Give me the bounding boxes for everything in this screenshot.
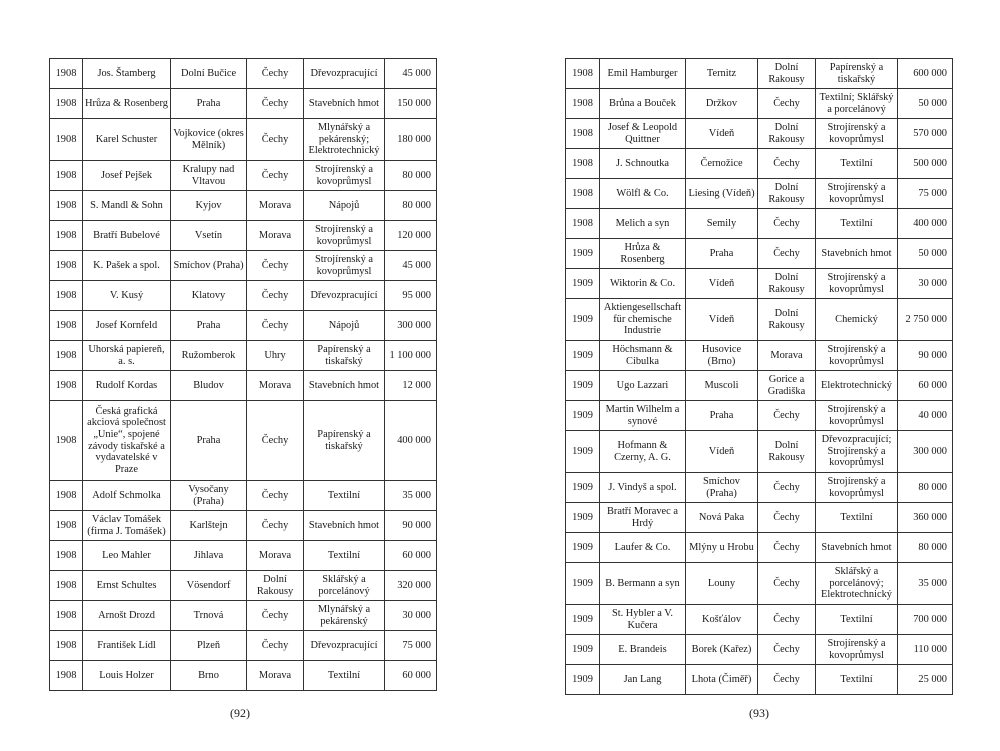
place-cell: Praha (171, 89, 247, 119)
branch-cell: Nápojů (304, 311, 385, 341)
year-cell: 1908 (566, 209, 600, 239)
amount-cell: 80 000 (385, 161, 437, 191)
year-cell: 1908 (50, 571, 83, 601)
amount-cell: 75 000 (385, 631, 437, 661)
place-cell: Semily (686, 209, 758, 239)
company-cell: Uhorská papiereň, a. s. (83, 341, 171, 371)
land-cell: Čechy (758, 89, 816, 119)
land-cell: Dolní Rakousy (758, 179, 816, 209)
year-cell: 1908 (50, 341, 83, 371)
company-cell: E. Brandeis (600, 635, 686, 665)
table-row (566, 119, 953, 149)
place-cell: Vídeň (686, 119, 758, 149)
year-cell: 1908 (50, 481, 83, 511)
table-row (50, 161, 437, 191)
year-cell: 1909 (566, 533, 600, 563)
table-row (566, 239, 953, 269)
company-cell: St. Hybler a V. Kučera (600, 605, 686, 635)
place-cell: Praha (171, 311, 247, 341)
branch-cell: Strojírenský a kovoprůmysl (304, 251, 385, 281)
amount-cell: 12 000 (385, 371, 437, 401)
branch-cell: Textilní (816, 503, 898, 533)
land-cell: Čechy (247, 281, 304, 311)
land-cell: Uhry (247, 341, 304, 371)
place-cell: Nová Paka (686, 503, 758, 533)
place-cell: Kyjov (171, 191, 247, 221)
branch-cell: Chemický (816, 299, 898, 341)
land-cell: Morava (247, 661, 304, 691)
land-cell: Čechy (247, 481, 304, 511)
amount-cell: 30 000 (385, 601, 437, 631)
amount-cell: 300 000 (898, 431, 953, 473)
year-cell: 1908 (50, 631, 83, 661)
place-cell: Klatovy (171, 281, 247, 311)
amount-cell: 80 000 (898, 473, 953, 503)
year-cell: 1909 (566, 269, 600, 299)
land-cell: Čechy (758, 533, 816, 563)
amount-cell: 500 000 (898, 149, 953, 179)
year-cell: 1909 (566, 299, 600, 341)
company-cell: Jan Lang (600, 665, 686, 695)
place-cell: Vysočany (Praha) (171, 481, 247, 511)
land-cell: Čechy (247, 401, 304, 481)
table-row (50, 661, 437, 691)
company-cell: V. Kusý (83, 281, 171, 311)
year-cell: 1908 (50, 401, 83, 481)
company-cell: Josef & Leopold Quittner (600, 119, 686, 149)
place-cell: Smíchov (Praha) (171, 251, 247, 281)
table-row (566, 635, 953, 665)
table-row (50, 311, 437, 341)
land-cell: Čechy (758, 665, 816, 695)
amount-cell: 600 000 (898, 59, 953, 89)
branch-cell: Mlynářský a pekárenský; Elektrotechnický (304, 119, 385, 161)
table-row (50, 281, 437, 311)
company-cell: Arnošt Drozd (83, 601, 171, 631)
table-row (566, 269, 953, 299)
place-cell: Praha (686, 239, 758, 269)
branch-cell: Sklářský a porcelánový (304, 571, 385, 601)
company-cell: František Lídl (83, 631, 171, 661)
land-cell: Dolní Rakousy (758, 119, 816, 149)
place-cell: Vösendorf (171, 571, 247, 601)
land-cell: Čechy (758, 563, 816, 605)
amount-cell: 50 000 (898, 89, 953, 119)
year-cell: 1909 (566, 605, 600, 635)
companies-table-left (49, 58, 437, 691)
company-cell: Hrůza & Rosenberg (83, 89, 171, 119)
year-cell: 1909 (566, 503, 600, 533)
table-row (566, 149, 953, 179)
amount-cell: 90 000 (385, 511, 437, 541)
year-cell: 1908 (50, 541, 83, 571)
place-cell: Bludov (171, 371, 247, 401)
place-cell: Košťálov (686, 605, 758, 635)
land-cell: Čechy (758, 209, 816, 239)
table-row (566, 299, 953, 341)
company-cell: Ernst Schultes (83, 571, 171, 601)
year-cell: 1908 (50, 59, 83, 89)
company-cell: S. Mandl & Sohn (83, 191, 171, 221)
company-cell: Ugo Lazzari (600, 371, 686, 401)
amount-cell: 35 000 (385, 481, 437, 511)
branch-cell: Stavebních hmot (304, 511, 385, 541)
table-row (566, 563, 953, 605)
land-cell: Čechy (758, 239, 816, 269)
table-row (50, 59, 437, 89)
land-cell: Dolní Rakousy (758, 431, 816, 473)
table-row (566, 59, 953, 89)
year-cell: 1908 (50, 311, 83, 341)
land-cell: Čechy (247, 161, 304, 191)
place-cell: Vídeň (686, 299, 758, 341)
branch-cell: Papírenský a tiskařský (304, 401, 385, 481)
year-cell: 1909 (566, 341, 600, 371)
land-cell: Dolní Rakousy (758, 299, 816, 341)
table-row (50, 371, 437, 401)
place-cell: Borek (Kařez) (686, 635, 758, 665)
amount-cell: 300 000 (385, 311, 437, 341)
year-cell: 1908 (50, 161, 83, 191)
company-cell: Václav Tomášek (firma J. Tomášek) (83, 511, 171, 541)
branch-cell: Sklářský a porcelánový; Elektrotechnický (816, 563, 898, 605)
place-cell: Trnová (171, 601, 247, 631)
amount-cell: 60 000 (385, 541, 437, 571)
year-cell: 1908 (50, 371, 83, 401)
table-row (566, 179, 953, 209)
table-row (50, 119, 437, 161)
company-cell: Aktiengesellschaft für chemische Industrie (600, 299, 686, 341)
table-row (566, 401, 953, 431)
company-cell: J. Schnoutka (600, 149, 686, 179)
place-cell: Ružomberok (171, 341, 247, 371)
company-cell: B. Bermann a syn (600, 563, 686, 605)
year-cell: 1908 (50, 89, 83, 119)
year-cell: 1908 (566, 119, 600, 149)
branch-cell: Dřevozpracující (304, 59, 385, 89)
year-cell: 1909 (566, 239, 600, 269)
branch-cell: Textilní (816, 149, 898, 179)
year-cell: 1908 (50, 191, 83, 221)
year-cell: 1908 (566, 179, 600, 209)
branch-cell: Strojírenský a kovoprůmysl (304, 161, 385, 191)
place-cell: Mlýny u Hrobu (686, 533, 758, 563)
table-row (566, 431, 953, 473)
year-cell: 1908 (50, 511, 83, 541)
branch-cell: Strojírenský a kovoprůmysl (816, 473, 898, 503)
year-cell: 1908 (566, 149, 600, 179)
land-cell: Dolní Rakousy (247, 571, 304, 601)
amount-cell: 45 000 (385, 59, 437, 89)
branch-cell: Textilní (816, 605, 898, 635)
place-cell: Smíchov (Praha) (686, 473, 758, 503)
table-row (50, 191, 437, 221)
amount-cell: 80 000 (385, 191, 437, 221)
place-cell: Lhota (Čiměř) (686, 665, 758, 695)
amount-cell: 150 000 (385, 89, 437, 119)
land-cell: Čechy (758, 473, 816, 503)
place-cell: Jihlava (171, 541, 247, 571)
year-cell: 1908 (50, 281, 83, 311)
place-cell: Vídeň (686, 431, 758, 473)
branch-cell: Strojírenský a kovoprůmysl (816, 179, 898, 209)
branch-cell: Nápojů (304, 191, 385, 221)
company-cell: Melich a syn (600, 209, 686, 239)
year-cell: 1908 (50, 251, 83, 281)
amount-cell: 400 000 (385, 401, 437, 481)
table-row (50, 401, 437, 481)
branch-cell: Strojírenský a kovoprůmysl (816, 341, 898, 371)
branch-cell: Textilní (816, 665, 898, 695)
amount-cell: 110 000 (898, 635, 953, 665)
company-cell: Höchsmann & Cibulka (600, 341, 686, 371)
company-cell: Bratří Moravec a Hrdý (600, 503, 686, 533)
table-row (566, 665, 953, 695)
land-cell: Čechy (758, 635, 816, 665)
table-row (50, 221, 437, 251)
amount-cell: 80 000 (898, 533, 953, 563)
place-cell: Černožice (686, 149, 758, 179)
amount-cell: 120 000 (385, 221, 437, 251)
year-cell: 1908 (50, 119, 83, 161)
branch-cell: Elektrotechnický (816, 371, 898, 401)
land-cell: Čechy (758, 149, 816, 179)
page-number: (92) (230, 706, 250, 720)
place-cell: Držkov (686, 89, 758, 119)
company-cell: K. Pašek a spol. (83, 251, 171, 281)
amount-cell: 60 000 (385, 661, 437, 691)
company-cell: Emil Hamburger (600, 59, 686, 89)
place-cell: Karlštejn (171, 511, 247, 541)
table-row (566, 533, 953, 563)
branch-cell: Strojírenský a kovoprůmysl (816, 401, 898, 431)
year-cell: 1908 (566, 59, 600, 89)
table-row (50, 601, 437, 631)
amount-cell: 45 000 (385, 251, 437, 281)
land-cell: Čechy (758, 401, 816, 431)
table-row (50, 571, 437, 601)
table-row (50, 89, 437, 119)
land-cell: Čechy (247, 119, 304, 161)
year-cell: 1909 (566, 665, 600, 695)
place-cell: Praha (686, 401, 758, 431)
year-cell: 1909 (566, 371, 600, 401)
page-number: (93) (749, 706, 769, 720)
place-cell: Kralupy nad Vltavou (171, 161, 247, 191)
land-cell: Čechy (247, 511, 304, 541)
amount-cell: 40 000 (898, 401, 953, 431)
place-cell: Vojkovice (okres Mělník) (171, 119, 247, 161)
companies-table-right (565, 58, 953, 695)
company-cell: Leo Mahler (83, 541, 171, 571)
branch-cell: Textilní; Sklářský a porcelánový (816, 89, 898, 119)
branch-cell: Stavebních hmot (304, 89, 385, 119)
company-cell: Bratří Bubelové (83, 221, 171, 251)
land-cell: Dolní Rakousy (758, 59, 816, 89)
table-row (50, 251, 437, 281)
amount-cell: 90 000 (898, 341, 953, 371)
amount-cell: 320 000 (385, 571, 437, 601)
company-cell: Rudolf Kordas (83, 371, 171, 401)
company-cell: Martin Wilhelm a synové (600, 401, 686, 431)
table-row (566, 473, 953, 503)
land-cell: Morava (247, 541, 304, 571)
land-cell: Morava (247, 191, 304, 221)
company-cell: Adolf Schmolka (83, 481, 171, 511)
land-cell: Čechy (247, 59, 304, 89)
amount-cell: 25 000 (898, 665, 953, 695)
amount-cell: 700 000 (898, 605, 953, 635)
branch-cell: Textilní (816, 209, 898, 239)
right-page (500, 0, 1000, 751)
branch-cell: Stavebních hmot (304, 371, 385, 401)
amount-cell: 2 750 000 (898, 299, 953, 341)
table-row (566, 209, 953, 239)
year-cell: 1908 (50, 221, 83, 251)
amount-cell: 400 000 (898, 209, 953, 239)
place-cell: Muscoli (686, 371, 758, 401)
company-cell: Wölfl & Co. (600, 179, 686, 209)
company-cell: Jos. Štamberg (83, 59, 171, 89)
company-cell: Brůna a Bouček (600, 89, 686, 119)
amount-cell: 75 000 (898, 179, 953, 209)
land-cell: Čechy (247, 601, 304, 631)
company-cell: Česká grafická akciová společnost „Unie“, spojené závody tiskařské a vydavatelské v Praze (83, 401, 171, 481)
land-cell: Morava (247, 221, 304, 251)
branch-cell: Stavebních hmot (816, 533, 898, 563)
amount-cell: 180 000 (385, 119, 437, 161)
branch-cell: Papírenský a tiskařský (304, 341, 385, 371)
table-row (50, 481, 437, 511)
table-row (566, 371, 953, 401)
company-cell: Wiktorin & Co. (600, 269, 686, 299)
land-cell: Gorice a Gradiška (758, 371, 816, 401)
place-cell: Louny (686, 563, 758, 605)
table-row (566, 503, 953, 533)
year-cell: 1909 (566, 431, 600, 473)
branch-cell: Strojírenský a kovoprůmysl (816, 119, 898, 149)
branch-cell: Stavebních hmot (816, 239, 898, 269)
branch-cell: Strojírenský a kovoprůmysl (816, 269, 898, 299)
land-cell: Morava (758, 341, 816, 371)
land-cell: Čechy (247, 631, 304, 661)
place-cell: Dolní Bučice (171, 59, 247, 89)
branch-cell: Textilní (304, 661, 385, 691)
branch-cell: Papírenský a tiskařský (816, 59, 898, 89)
year-cell: 1909 (566, 635, 600, 665)
year-cell: 1909 (566, 473, 600, 503)
place-cell: Plzeň (171, 631, 247, 661)
land-cell: Čechy (247, 89, 304, 119)
place-cell: Vsetín (171, 221, 247, 251)
table-row (50, 631, 437, 661)
branch-cell: Strojírenský a kovoprůmysl (304, 221, 385, 251)
company-cell: Louis Holzer (83, 661, 171, 691)
land-cell: Morava (247, 371, 304, 401)
table-row (566, 341, 953, 371)
company-cell: Karel Schuster (83, 119, 171, 161)
company-cell: Hrůza & Rosenberg (600, 239, 686, 269)
amount-cell: 360 000 (898, 503, 953, 533)
place-cell: Vídeň (686, 269, 758, 299)
year-cell: 1908 (566, 89, 600, 119)
table-row (50, 511, 437, 541)
company-cell: Josef Pejšek (83, 161, 171, 191)
place-cell: Ternitz (686, 59, 758, 89)
branch-cell: Strojírenský a kovoprůmysl (816, 635, 898, 665)
year-cell: 1908 (50, 661, 83, 691)
company-cell: Josef Kornfeld (83, 311, 171, 341)
branch-cell: Mlynářský a pekárenský (304, 601, 385, 631)
table-row (566, 605, 953, 635)
amount-cell: 50 000 (898, 239, 953, 269)
land-cell: Dolní Rakousy (758, 269, 816, 299)
year-cell: 1908 (50, 601, 83, 631)
year-cell: 1909 (566, 401, 600, 431)
year-cell: 1909 (566, 563, 600, 605)
amount-cell: 30 000 (898, 269, 953, 299)
land-cell: Čechy (247, 251, 304, 281)
table-row (566, 89, 953, 119)
branch-cell: Dřevozpracující; Strojírenský a kovoprůmysl (816, 431, 898, 473)
place-cell: Brno (171, 661, 247, 691)
table-row (50, 541, 437, 571)
branch-cell: Dřevozpracující (304, 631, 385, 661)
place-cell: Praha (171, 401, 247, 481)
place-cell: Husovice (Brno) (686, 341, 758, 371)
amount-cell: 95 000 (385, 281, 437, 311)
branch-cell: Textilní (304, 541, 385, 571)
table-row (50, 341, 437, 371)
amount-cell: 570 000 (898, 119, 953, 149)
company-cell: J. Vindyš a spol. (600, 473, 686, 503)
land-cell: Čechy (247, 311, 304, 341)
amount-cell: 1 100 000 (385, 341, 437, 371)
place-cell: Liesing (Vídeň) (686, 179, 758, 209)
amount-cell: 60 000 (898, 371, 953, 401)
amount-cell: 35 000 (898, 563, 953, 605)
land-cell: Čechy (758, 503, 816, 533)
branch-cell: Dřevozpracující (304, 281, 385, 311)
company-cell: Hofmann & Czerny, A. G. (600, 431, 686, 473)
branch-cell: Textilní (304, 481, 385, 511)
land-cell: Čechy (758, 605, 816, 635)
company-cell: Laufer & Co. (600, 533, 686, 563)
